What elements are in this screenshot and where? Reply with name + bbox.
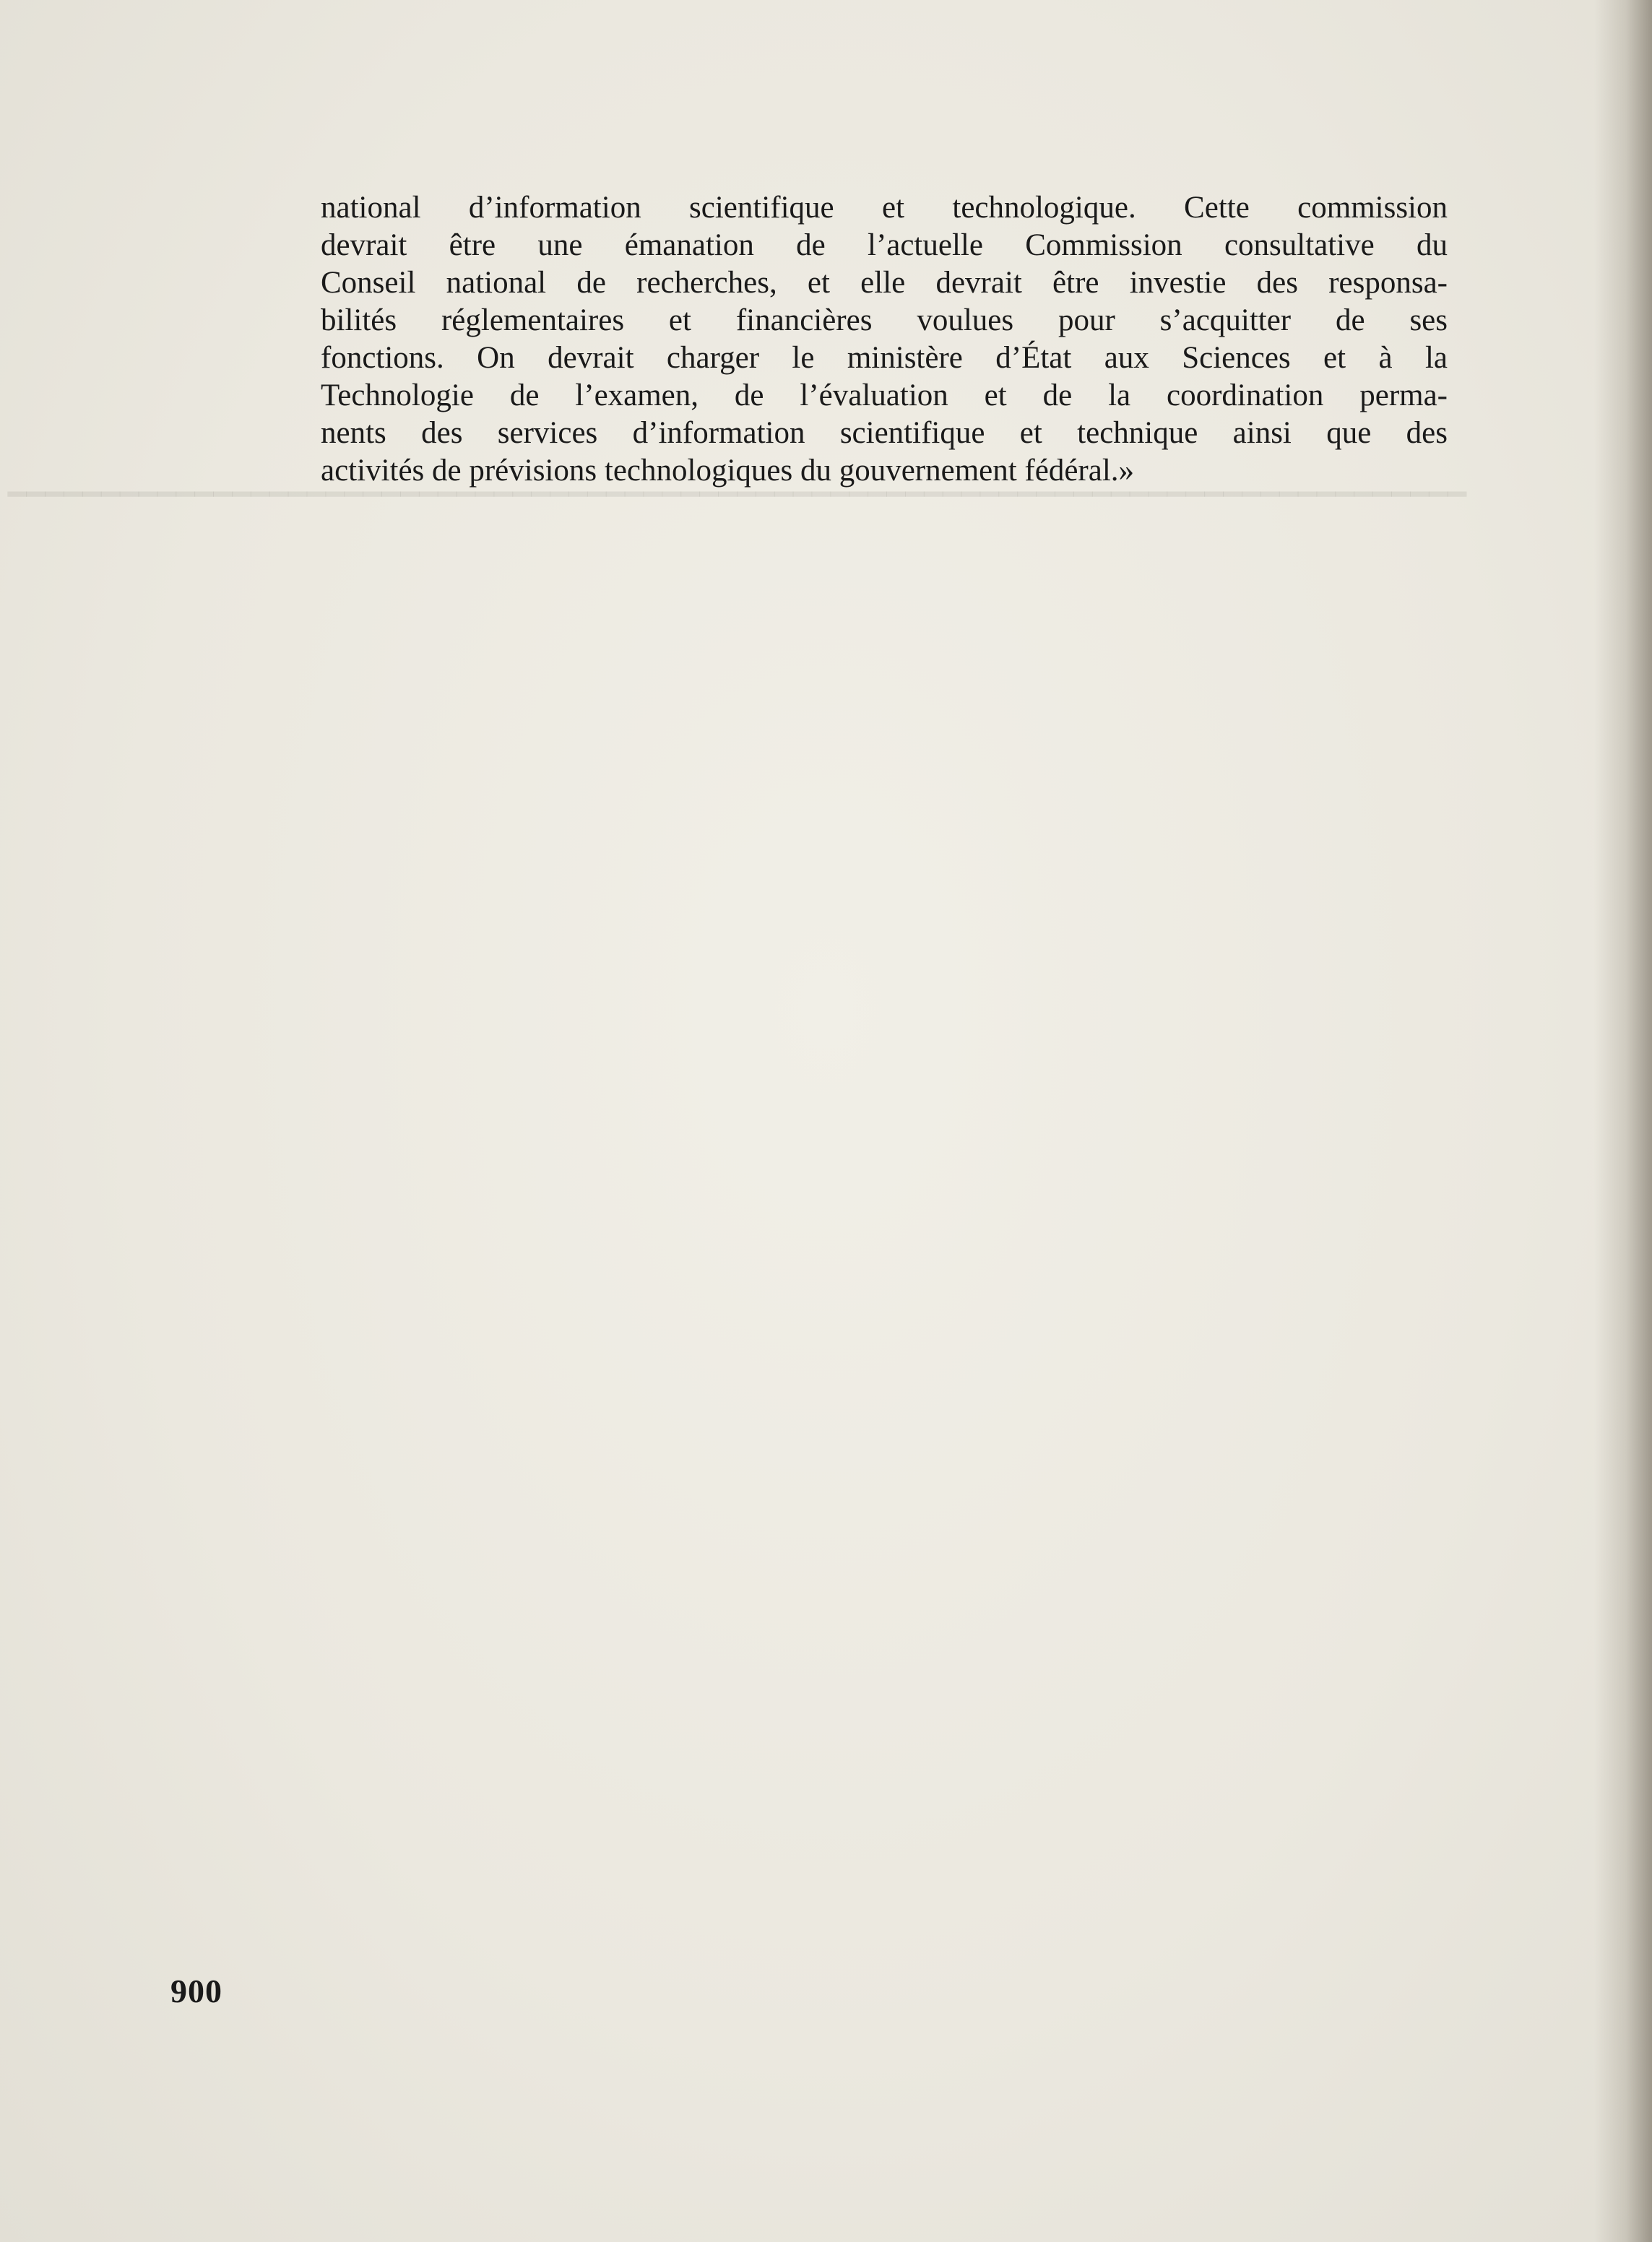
show-through-text: ━━━━━━━━━━━━━━━━━━━━━━━━━━━━━━━━━━━━━━━━━━━━━━━━━━━━━━━━━━━━━━━━━━━━━━━━━━━━━━ <box>7 478 1466 512</box>
body-paragraph <box>321 189 1448 490</box>
paragraph-line: fonctions. On devrait charger le ministère d’État aux Sciences et à la <box>321 341 1448 375</box>
paragraph-line: Technologie de l’examen, de l’évaluation et de la coordination perma- <box>321 378 1448 412</box>
paragraph-line: national d’information scientifique et technologique. Cette commission <box>321 191 1448 225</box>
paragraph-line: devrait être une émanation de l’actuelle Commission consultative du <box>321 228 1448 262</box>
paragraph-line: Conseil national de recherches, et elle devrait être investie des responsa- <box>321 266 1448 300</box>
page-number: 900 <box>170 1973 222 2009</box>
paragraph-line: bilités réglementaires et financières voulues pour s’acquitter de ses <box>321 303 1448 337</box>
spine-shadow <box>1594 0 1652 2242</box>
paragraph-line: nents des services d’information scientifique et technique ainsi que des <box>321 416 1448 450</box>
paragraph-line: activités de prévisions technologiques du gouvernement fédéral.» <box>321 454 1135 488</box>
